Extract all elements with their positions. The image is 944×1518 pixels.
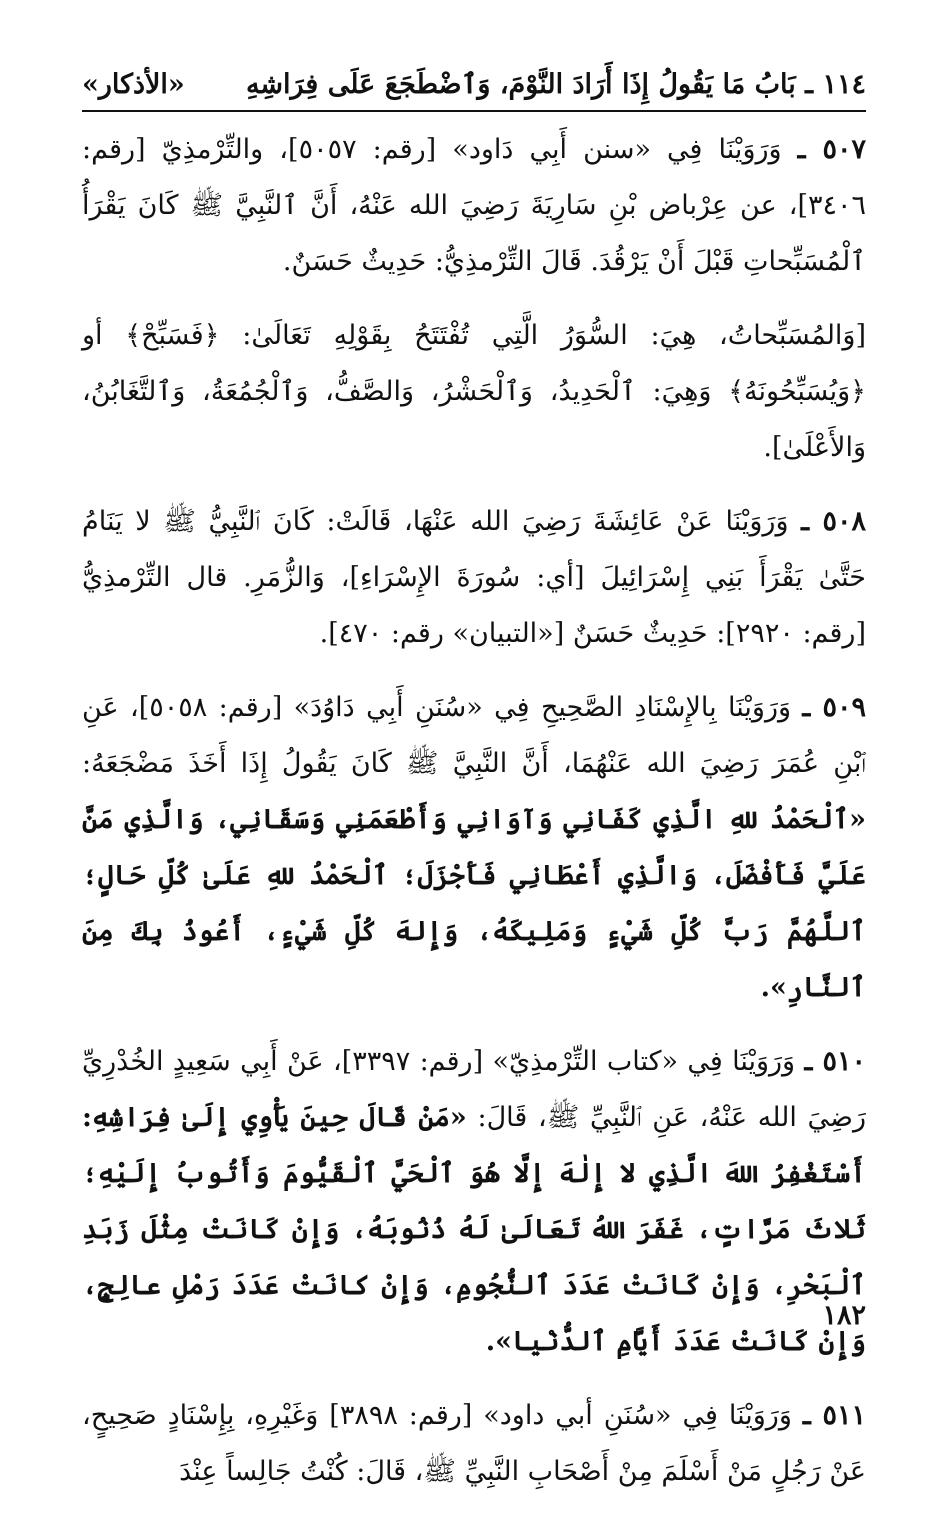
hadith-number: ٥٠٩ ـ — [802, 692, 867, 723]
hadith-number: ٥٠٨ ـ — [801, 506, 867, 537]
hadith-number: ٥١١ ـ — [802, 1400, 866, 1431]
note-text: [وَالمُسَبِّحاتُ، هِيَ: السُّوَرُ الَّتِي تُفْتَتَحُ بِقَوْلِهِ تَعَالَىٰ: ﴿فَسَبِّحْ﴾ أو ﴿وَيُسَبِّحُونَهُ﴾ وَهِيَ: ٱلْحَدِيدُ، وَٱلْحَشْرُ، وَالصَّفُّ، وَٱلْجُمُعَةُ، وَٱلتَّغَابُنُ، وَالأَعْلَىٰ]. — [82, 320, 866, 463]
hadith-509 — [82, 680, 866, 1016]
hadith-number: ٥٠٧ ـ — [797, 134, 866, 165]
hadith-text: وَرَوَيْنَا فِي «سُنَنِ أبي داود» [رقم: ٣٨٩٨] وَغَيْرِهِ، بِإِسْنَادٍ صَحِيحٍ، عَنْ رَجُلٍ مَنْ أَسْلَمَ مِنْ أَصْحَابِ النَّبِيِّ ﷺ، قَالَ: كُنْتُ جَالِساً عِنْدَ — [82, 1400, 866, 1487]
chapter-title: ١١٤ ـ بَابُ مَا يَقُولُ إِذَا أَرَادَ النَّوْمَ، وَٱضْطَجَعَ عَلَى فِرَاشِهِ — [245, 68, 866, 100]
body-text — [82, 122, 866, 1518]
dua-text: «مَنْ قَالَ حِينَ يَأْوِي إِلَىٰ فِرَاشِهِ: أَسْتَغْفِرُ اللهَ الَّذِي لا إِلٰهَ إِلَّا هُوَ ٱلْحَيَّ ٱلْقَيُّومَ وَأَتُوبُ إِلَيْهِ؛ ثَلاثَ مَرَّاتٍ، غَفَرَ اللهُ تَعَالَىٰ لَهُ ذُنُوبَهُ، وَإِنْ كَانَتْ مِثْلَ زَبَدِ ٱلْبَحْرِ، وَإِنْ كَانَتْ عَدَدَ ٱلنُّجُومِ، وَإِنْ كانَتْ عَدَدَ رَمْلِ عالِجٍ، وَإِنْ كَانَتْ عَدَدَ أَيَّامِ ٱلدُّنْيا». — [82, 1102, 866, 1357]
page-number: ١٨٢ — [822, 1300, 866, 1331]
hadith-508 — [82, 494, 866, 662]
hadith-text: وَرَوَيْنَا بِالإِسْنَادِ الصَّحِيحِ فِي «سُنَنِ أَبِي دَاوُدَ» [رقم: ٥٠٥٨]، عَنِ ٱبْنِ عُمَرَ رَضِيَ الله عَنْهُمَا، أَنَّ النَّبِيَّ ﷺ كَانَ يَقُولُ إِذَا أَخَذَ مَضْجَعَهُ: — [82, 692, 866, 779]
running-header — [82, 60, 866, 108]
hadith-text: وَرَوَيْنَا فِي «كتاب التِّرْمذِيّ» [رقم: ٣٣٩٧]، عَنْ أَبِي سَعِيدٍ الخُدْرِيِّ رَضِيَ الله عَنْهُ، عَنِ ٱلنَّبِيِّ ﷺ، قَالَ: — [82, 1046, 866, 1133]
header-rule — [82, 110, 866, 112]
hadith-511 — [82, 1388, 866, 1500]
book-title: «الأذكار» — [82, 68, 185, 100]
hadith-510 — [82, 1034, 866, 1370]
hadith-text: وَرَوَيْنَا عَنْ عَائِشَةَ رَضِيَ الله عَنْهَا، قَالَتْ: كَانَ ٱلنَّبِيُّ ﷺ لا يَنَامُ حَتَّىٰ يَقْرَأَ بَنِي إِسْرَائِيلَ [أي: سُورَةَ الإِسْرَاءِ]، وَالزُّمَرِ. قال التِّرْمذِيُّ [رقم: ٢٩٢٠]: حَدِيثٌ حَسَنٌ [«التبيان» رقم: ٤٧٠]. — [82, 506, 866, 649]
hadith-507 — [82, 122, 866, 290]
note-musabbihat — [82, 308, 866, 476]
hadith-text: وَرَوَيْنَا فِي «سنن أَبِي دَاود» [رقم: ٥٠٥٧]، والتِّرْمذِيّ [رقم: ٣٤٠٦]، عن عِرْباض بْنِ سَارِيَةَ رَضِيَ الله عَنْهُ، أَنَّ ٱلنَّبِيَّ ﷺ كَانَ يَقْرَأُ ٱلْمُسَبِّحاتِ قَبْلَ أَنْ يَرْقُدَ. قَالَ التِّرْمذِيُّ: حَدِيثٌ حَسَنٌ. — [82, 134, 866, 277]
dua-text: «ٱلْحَمْدُ للهِ الَّذِي كَفَانِي وَآوَانِي وَأَطْعَمَنِي وَسَقَانِي، وَالَّذِي مَنَّ عَلَيَّ فَأَفْضَلَ، وَالَّذِي أَعْطَانِي فَأَجْزَلَ؛ ٱلْحَمْدُ للهِ عَلَىٰ كُلِّ حَالٍ؛ ٱللَّهُمَّ رَبَّ كُلِّ شَيْءٍ وَمَلِيكَهُ، وَإِلهَ كُلِّ شَيْءٍ، أَعُوذُ بِكَ مِنَ ٱلنَّارِ». — [82, 804, 866, 1003]
hadith-number: ٥١٠ ـ — [804, 1046, 867, 1077]
